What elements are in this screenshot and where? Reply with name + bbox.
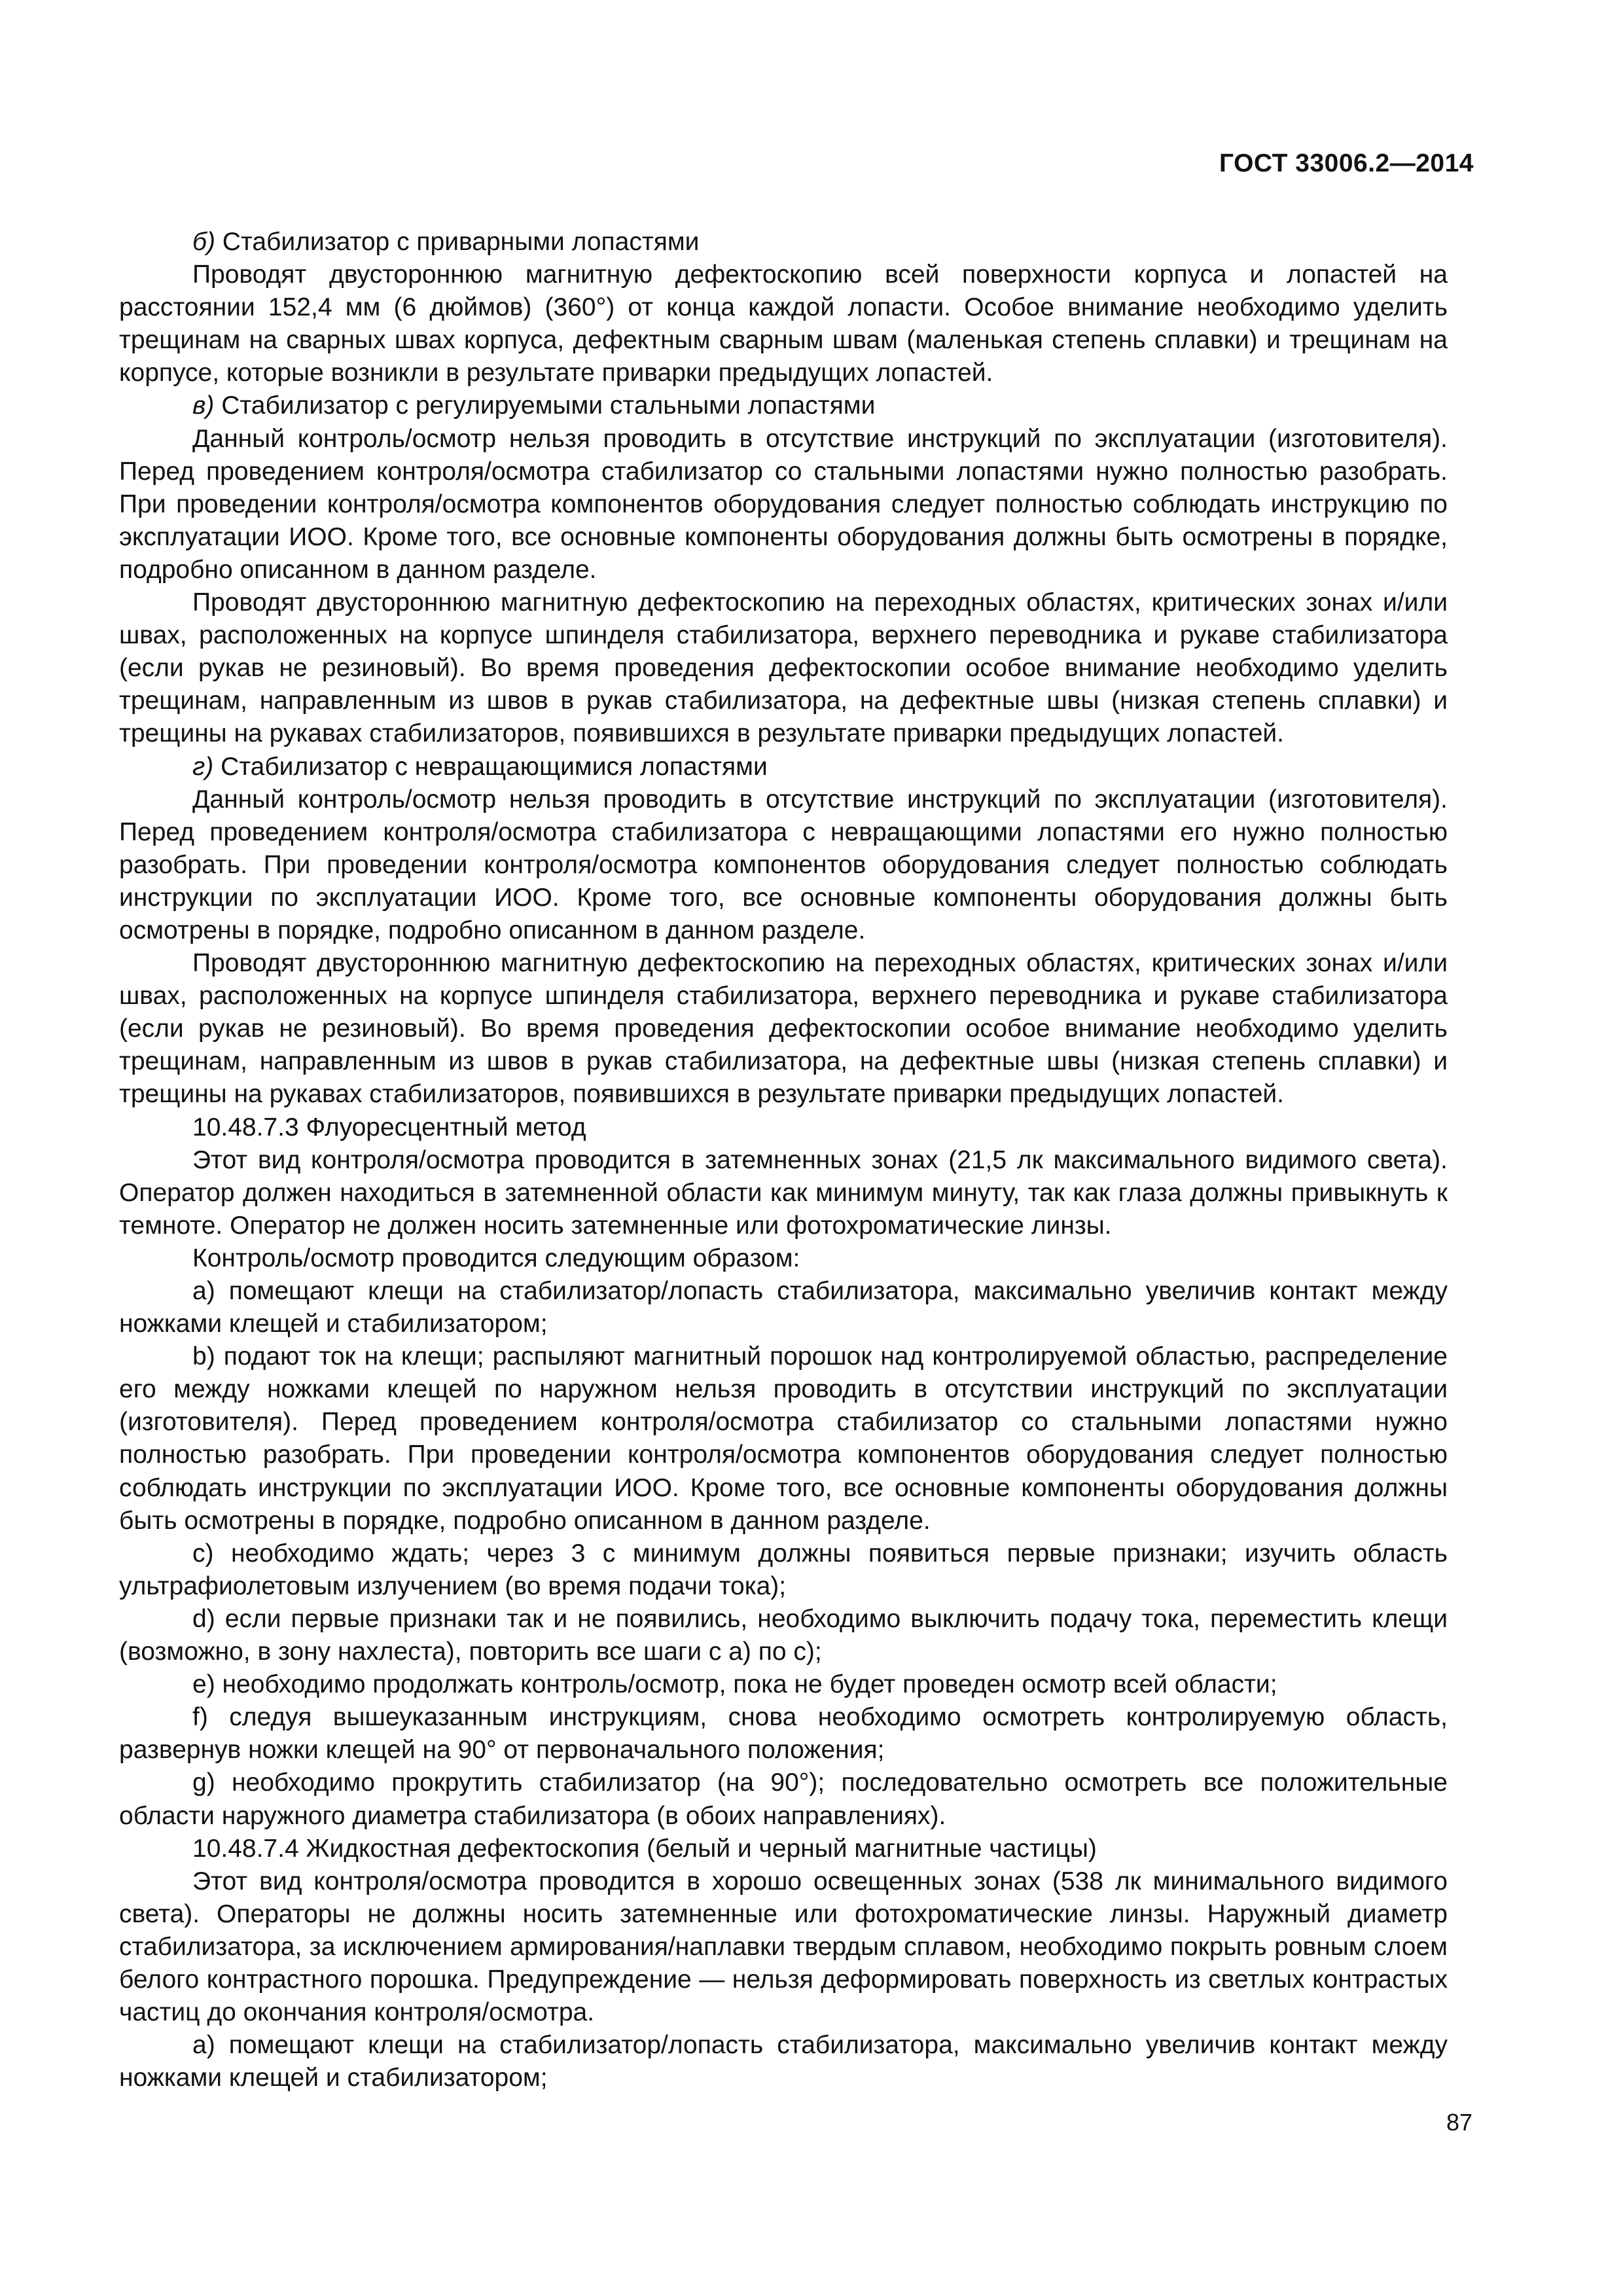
list-item: c) необходимо ждать; через 3 с минимум должны появиться первые признаки; изучить область ультрафиолетовым излучением (во время подачи тока); xyxy=(119,1539,1448,1600)
document-body xyxy=(119,226,1448,2094)
list-item: d) если первые признаки так и не появились, необходимо выключить подачу тока, переместить клещи (возможно, в зону нахлеста), повторить все шаги с а) по с); xyxy=(119,1604,1448,1666)
list-heading xyxy=(119,226,1448,259)
page-footer xyxy=(1446,2109,1472,2136)
section-heading: 10.48.7.4 Жидкостная дефектоскопия (белый и черный магнитные частицы) xyxy=(192,1834,1097,1863)
list-item: g) необходимо прокрутить стабилизатор (на 90°); последовательно осмотреть все положительные области наружного диаметра стабилизатора (в обоих направлениях). xyxy=(119,1768,1448,1830)
heading-text: Стабилизатор с невращающимися лопастями xyxy=(213,752,768,781)
list-item: a) помещают клещи на стабилизатор/лопасть стабилизатора, максимально увеличив контакт между ножками клещей и стабилизатором; xyxy=(119,1277,1448,1338)
paragraph: Проводят двустороннюю магнитную дефектоскопию всей поверхности корпуса и лопастей на расстоянии 152,4 мм (6 дюймов) (360°) от конца каждой лопасти. Особое внимание необходимо уделить трещинам на сварных швах корпуса, дефектным сварным швам (маленькая степень сплавки) и трещинам на корпусе, которые возникли в результате приварки предыдущих лопастей. xyxy=(119,260,1448,387)
heading-text: Стабилизатор с регулируемыми стальными лопастями xyxy=(214,391,876,420)
document-header xyxy=(1219,149,1474,178)
section-heading: 10.48.7.3 Флуоресцентный метод xyxy=(192,1113,586,1141)
paragraph: Проводят двустороннюю магнитную дефектоскопию на переходных областях, критических зонах и/или швах, расположенных на корпусе шпинделя стабилизатора, верхнего переводника и рукаве стабилизатора (если рукав не резиновый). Во время проведения дефектоскопии особое внимание необходимо уделить трещинам, направленным из швов в рукав стабилизатора, на дефектные швы (низкая степень сплавки) и трещины на рукавах стабилизаторов, появившихся в результате приварки предыдущих лопастей. xyxy=(119,588,1448,748)
list-marker: б) xyxy=(192,228,215,256)
list-item: f) следуя вышеуказанным инструкциям, снова необходимо осмотреть контролируемую область, развернув ножки клещей на 90° от первоначального положения; xyxy=(119,1703,1448,1765)
list-item: e) необходимо продолжать контроль/осмотр, пока не будет проведен осмотр всей области; xyxy=(192,1670,1277,1699)
list-item: b) подают ток на клещи; распыляют магнитный порошок над контролируемой областью, распределение его между ножками клещей по наружном нельзя проводить в отсутствии инструкций по эксплуатации (изготовителя). Перед проведением контроля/осмотра стабилизатор со стальными лопастями нужно полностью разобрать. При проведении контроля/осмотра компонентов оборудования следует полностью соблюдать инструкции по эксплуатации ИОО. Кроме того, все основные компоненты оборудования должны быть осмотрены в порядке, подробно описанном в данном разделе. xyxy=(119,1342,1448,1535)
list-item: a) помещают клещи на стабилизатор/лопасть стабилизатора, максимально увеличив контакт между ножками клещей и стабилизатором; xyxy=(119,2031,1448,2092)
list-marker: г) xyxy=(192,752,214,781)
paragraph: Контроль/осмотр проводится следующим образом: xyxy=(192,1244,800,1272)
list-heading xyxy=(119,389,1448,422)
paragraph: Этот вид контроля/осмотра проводится в хорошо освещенных зонах (538 лк минимального видимого света). Операторы не должны носить затемненные или фотохроматические линзы. Наружный диаметр стабилизатора, за исключением армирования/наплавки твердым сплавом, необходимо покрыть ровным слоем белого контрастного порошка. Предупреждение — нельзя деформировать поверхность из светлых контрастых частиц до окончания контроля/осмотра. xyxy=(119,1867,1448,2027)
paragraph: Данный контроль/осмотр нельзя проводить в отсутствие инструкций по эксплуатации (изготовителя). Перед проведением контроля/осмотра стабилизатора с невращающими лопастями его нужно полностью разобрать. При проведении контроля/осмотра компонентов оборудования следует полностью соблюдать инструкции по эксплуатации ИОО. Кроме того, все основные компоненты оборудования должны быть осмотрены в порядке, подробно описанном в данном разделе. xyxy=(119,785,1448,944)
heading-text: Стабилизатор с приварными лопастями xyxy=(215,228,700,256)
list-heading xyxy=(119,751,1448,783)
paragraph: Этот вид контроля/осмотра проводится в затемненных зонах (21,5 лк максимального видимого света). Оператор должен находиться в затемненной области как минимум минуту, так как глаза должны привыкнуть к темноте. Оператор не должен носить затемненные или фотохроматические линзы. xyxy=(119,1145,1448,1240)
paragraph: Данный контроль/осмотр нельзя проводить в отсутствие инструкций по эксплуатации (изготовителя). Перед проведением контроля/осмотра стабилизатор со стальными лопастями нужно полностью разобрать. При проведении контроля/осмотра компонентов оборудования следует полностью соблюдать инструкцию по эксплуатации ИОО. Кроме того, все основные компоненты оборудования должны быть осмотрены в порядке, подробно описанном в данном разделе. xyxy=(119,424,1448,584)
paragraph: Проводят двустороннюю магнитную дефектоскопию на переходных областях, критических зонах и/или швах, расположенных на корпусе шпинделя стабилизатора, верхнего переводника и рукаве стабилизатора (если рукав не резиновый). Во время проведения дефектоскопии особое внимание необходимо уделить трещинам, направленным из швов в рукав стабилизатора, на дефектные швы (низкая степень сплавки) и трещины на рукавах стабилизаторов, появившихся в результате приварки предыдущих лопастей. xyxy=(119,949,1448,1109)
page-number: 87 xyxy=(1446,2109,1472,2136)
list-marker: в) xyxy=(192,391,215,420)
standard-designation: ГОСТ 33006.2—2014 xyxy=(1219,149,1474,177)
